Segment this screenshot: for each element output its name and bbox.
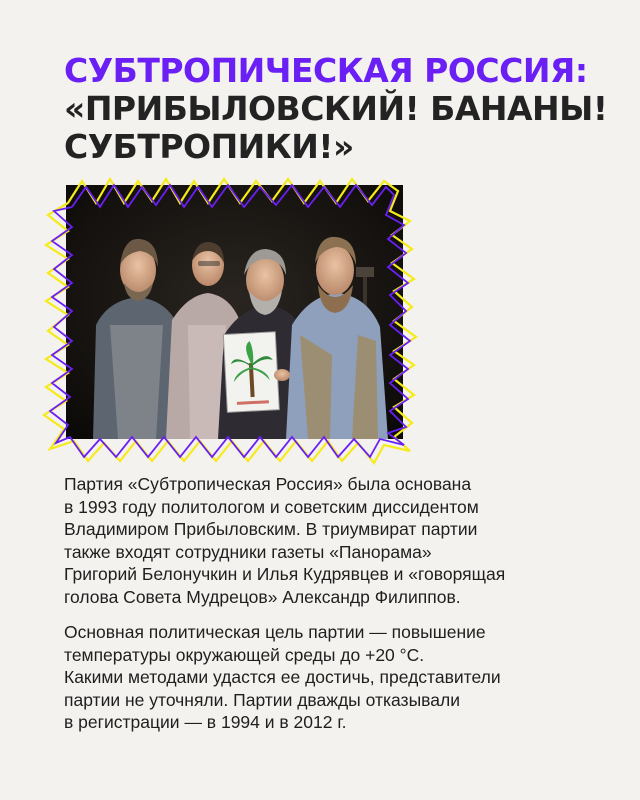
- paragraph-1-line: Григорий Белонучкин и Илья Кудрявцев и «говорящая: [64, 564, 506, 584]
- paragraph-2-line: в регистрации — в 1994 и в 2012 г.: [64, 712, 347, 732]
- page-title: [64, 51, 608, 166]
- paragraph-2-line: температуры окружающей среды до +20 °C.: [64, 644, 425, 665]
- paragraph-1-line: Владимиром Прибыловским. В триумвират партии: [64, 519, 478, 539]
- paragraph-1-line: голова Совета Мудрецов» Александр Филиппов.: [64, 586, 461, 607]
- title-line-3: СУБТРОПИКИ!»: [64, 127, 354, 166]
- paragraph-2-line: Основная политическая цель партии — повышение: [64, 622, 486, 642]
- paragraph-2-line: партии не уточняли. Партии дважды отказывали: [64, 689, 460, 710]
- palm-tree-sign: [223, 332, 279, 413]
- photo-frame: [38, 175, 423, 465]
- paragraph-1-line: также входят сотрудники газеты «Панорама»: [64, 541, 432, 562]
- paragraph-1: [64, 473, 604, 608]
- paragraph-2-line: Какими методами удастся ее достичь, представители: [64, 667, 501, 687]
- title-line-2: «ПРИБЫЛОВСКИЙ! БАНАНЫ!: [64, 89, 608, 128]
- paragraph-2: [64, 621, 604, 734]
- group-photo: [38, 175, 423, 465]
- paragraph-1-line: Партия «Субтропическая Россия» была основана: [64, 474, 472, 494]
- title-line-1: СУБТРОПИЧЕСКАЯ РОССИЯ:: [64, 51, 588, 90]
- paragraph-1-line: в 1993 году политологом и советским диссидентом: [64, 496, 479, 517]
